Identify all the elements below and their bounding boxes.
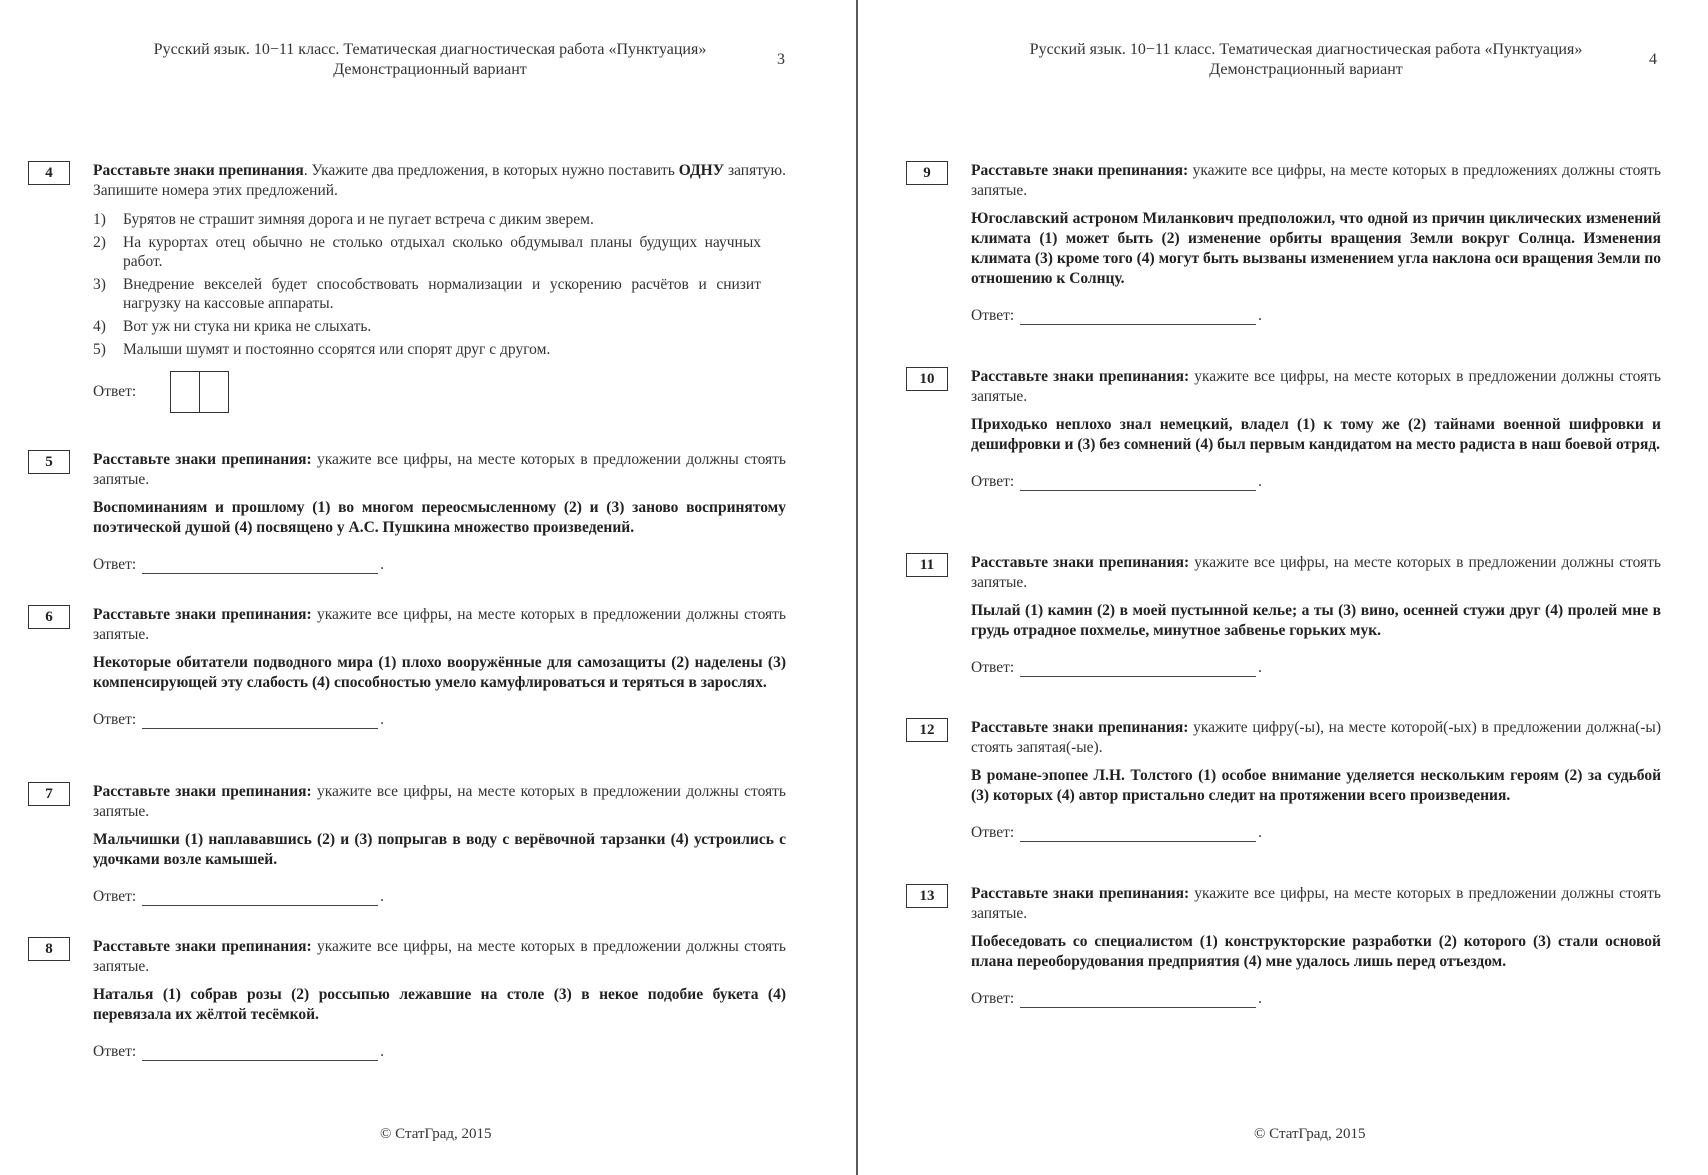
- answer-row: Ответ: .: [971, 659, 1263, 676]
- header-subtitle: Демонстрационный вариант: [333, 61, 527, 78]
- answer-label: Ответ:: [971, 307, 1015, 324]
- answer-cell[interactable]: [170, 371, 200, 413]
- page-right: [876, 0, 1708, 1175]
- list-item: 1) Бурятов не страшит зимняя дорога и не пугает встреча с диким зверем.: [93, 211, 594, 228]
- task-instruction: Расставьте знаки препинания: укажите все цифры, на месте которых в предложениях должны стоять запятые.: [971, 162, 1662, 199]
- task-sentence: Мальчишки (1) наплававшись (2) и (3) попрыгав в воду с верёвочной тарзанки (4) устроились с удочками возле камышей.: [93, 831, 786, 868]
- answer-row: Ответ: .: [971, 990, 1263, 1007]
- answer-line[interactable]: [1020, 310, 1256, 325]
- list-item: 4) Вот уж ни стука ни крика не слыхать.: [93, 318, 372, 335]
- answer-row: Ответ: .: [971, 824, 1263, 841]
- page-footer: © СтатГрад, 2015: [1254, 1126, 1366, 1142]
- task-sentence: Пылай (1) камин (2) в моей пустынной келье; а ты (3) вино, осенней стужи друг (4) пролей мне в грудь отрадное похмелье, минутное забвенье горьких мук.: [971, 602, 1661, 639]
- answer-line[interactable]: [1020, 476, 1256, 491]
- task-sentence: Югославский астроном Миланкович предположил, что одной из причин циклических изменений климата (1) может быть (2) изменение орбиты вращения Земли вокруг Солнца. Изменения климата (3) кроме того (4) могут быть вызваны изменением угла наклона оси вращения Земли по отношению к Солнцу.: [971, 210, 1661, 287]
- list-item: 2) На курортах отец обычно не столько отдыхал сколько обдумывал планы будущих научных работ.: [93, 234, 761, 270]
- task-body: [93, 161, 786, 413]
- answer-row: Ответ: .: [971, 473, 1263, 490]
- list-item: 3) Внедрение векселей будет способствовать нормализации и ускорению расчётов и снизит нагрузку на кассовые аппараты.: [93, 276, 761, 312]
- task-number-badge: 10: [906, 367, 948, 391]
- list-item: 5) Малыши шумят и постоянно ссорятся или спорят друг с другом.: [93, 341, 551, 358]
- answer-row: Ответ: .: [93, 556, 385, 573]
- task-instruction: Расставьте знаки препинания. Укажите два предложения, в которых нужно поставить ОДНУ запятую. Запишите номера этих предложений.: [93, 162, 787, 199]
- answer-line[interactable]: [142, 559, 378, 574]
- task-body: [93, 450, 786, 574]
- task-number-badge: 6: [28, 605, 70, 629]
- header-subtitle: Демонстрационный вариант: [1209, 61, 1403, 78]
- page-header: [110, 40, 750, 80]
- task-body: [93, 605, 786, 729]
- task-instruction: Расставьте знаки препинания: укажите все цифры, на месте которых в предложении должны стоять запятые.: [971, 368, 1661, 405]
- answer-row: [93, 371, 786, 413]
- answer-label: Ответ:: [93, 711, 137, 728]
- task-sentence: Побеседовать со специалистом (1) конструкторские разработки (2) которого (3) стали основой плана переоборудования предприятия (4) мне удалось лишь перед отъездом.: [971, 933, 1661, 970]
- answer-label: Ответ:: [93, 556, 137, 573]
- page-divider: [856, 0, 858, 1175]
- page-number: 4: [1649, 51, 1657, 68]
- answer-line[interactable]: [1020, 827, 1256, 842]
- answer-row: Ответ: .: [971, 307, 1263, 324]
- task-sentence: Некоторые обитатели подводного мира (1) плохо вооружённые для самозащиты (2) наделены (3) компенсирующей эту слабость (4) способностью умело камуфлироваться и теряться в зарослях.: [93, 654, 786, 691]
- answer-row: Ответ: .: [93, 1043, 385, 1060]
- page-number: 3: [777, 51, 785, 68]
- task-sentence: Наталья (1) собрав розы (2) россыпью лежавшие на столе (3) в некое подобие букета (4) перевязала их жёлтой тесёмкой.: [93, 986, 786, 1023]
- answer-label: Ответ:: [971, 824, 1015, 841]
- task-body: [971, 884, 1661, 1008]
- sentence-list: [93, 210, 786, 359]
- answer-label: Ответ:: [971, 990, 1015, 1007]
- task-body: [971, 367, 1661, 491]
- task-instruction: Расставьте знаки препинания: укажите все цифры, на месте которых в предложении должны стоять запятые.: [93, 606, 786, 643]
- task-number-badge: 11: [906, 553, 948, 577]
- task-number-badge: 12: [906, 718, 948, 742]
- answer-boxes[interactable]: [170, 371, 229, 413]
- task-body: [971, 161, 1661, 325]
- task-number-badge: 7: [28, 782, 70, 806]
- task-instruction: Расставьте знаки препинания: укажите цифру(-ы), на месте которой(-ых) в предложении должна(-ы) стоять запятая(-ые).: [971, 719, 1661, 756]
- task-sentence: Воспоминаниям и прошлому (1) во многом переосмысленному (2) и (3) заново воспринятому поэтической душой (4) посвящено у А.С. Пушкина множество произведений.: [93, 499, 786, 536]
- task-body: [971, 553, 1661, 677]
- answer-line[interactable]: [142, 714, 378, 729]
- header-title: Русский язык. 10−11 класс. Тематическая диагностическая работа «Пунктуация»: [1029, 41, 1583, 58]
- task-sentence: Приходько неплохо знал немецкий, владел (1) к тому же (2) тайнами военной шифровки и дешифровки и (3) без сомнений (4) был первым кандидатом на место радиста в наш боевой отряд.: [971, 416, 1661, 453]
- answer-label: Ответ:: [971, 473, 1015, 490]
- task-sentence: В романе-эпопее Л.Н. Толстого (1) особое внимание уделяется нескольким героям (2) за судьбой (3) которых (4) автор пристально следит на протяжении всего произведения.: [971, 767, 1661, 804]
- task-number-badge: 13: [906, 884, 948, 908]
- task-instruction: Расставьте знаки препинания: укажите все цифры, на месте которых в предложении должны стоять запятые.: [971, 885, 1661, 922]
- task-body: [93, 782, 786, 906]
- answer-row: Ответ: .: [93, 888, 385, 905]
- task-body: [971, 718, 1661, 842]
- answer-line[interactable]: [1020, 662, 1256, 677]
- task-number-badge: 5: [28, 450, 70, 474]
- answer-line[interactable]: [1020, 993, 1256, 1008]
- answer-cell[interactable]: [200, 371, 229, 413]
- answer-label: Ответ:: [93, 383, 137, 400]
- answer-label: Ответ:: [93, 1043, 137, 1060]
- answer-row: Ответ: .: [93, 711, 385, 728]
- task-number-badge: 8: [28, 937, 70, 961]
- task-number-badge: 4: [28, 161, 70, 185]
- task-body: [93, 937, 786, 1061]
- task-instruction: Расставьте знаки препинания: укажите все цифры, на месте которых в предложении должны стоять запятые.: [971, 554, 1661, 591]
- answer-line[interactable]: [142, 891, 378, 906]
- answer-line[interactable]: [142, 1046, 378, 1061]
- header-title: Русский язык. 10−11 класс. Тематическая диагностическая работа «Пунктуация»: [153, 41, 707, 58]
- page-footer: © СтатГрад, 2015: [380, 1126, 492, 1142]
- task-instruction: Расставьте знаки препинания: укажите все цифры, на месте которых в предложении должны стоять запятые.: [93, 938, 786, 975]
- task-number-badge: 9: [906, 161, 948, 185]
- answer-label: Ответ:: [971, 659, 1015, 676]
- answer-label: Ответ:: [93, 888, 137, 905]
- task-instruction: Расставьте знаки препинания: укажите все цифры, на месте которых в предложении должны стоять запятые.: [93, 783, 786, 820]
- task-instruction: Расставьте знаки препинания: укажите все цифры, на месте которых в предложении должны стоять запятые.: [93, 451, 786, 488]
- page-header: [986, 40, 1626, 80]
